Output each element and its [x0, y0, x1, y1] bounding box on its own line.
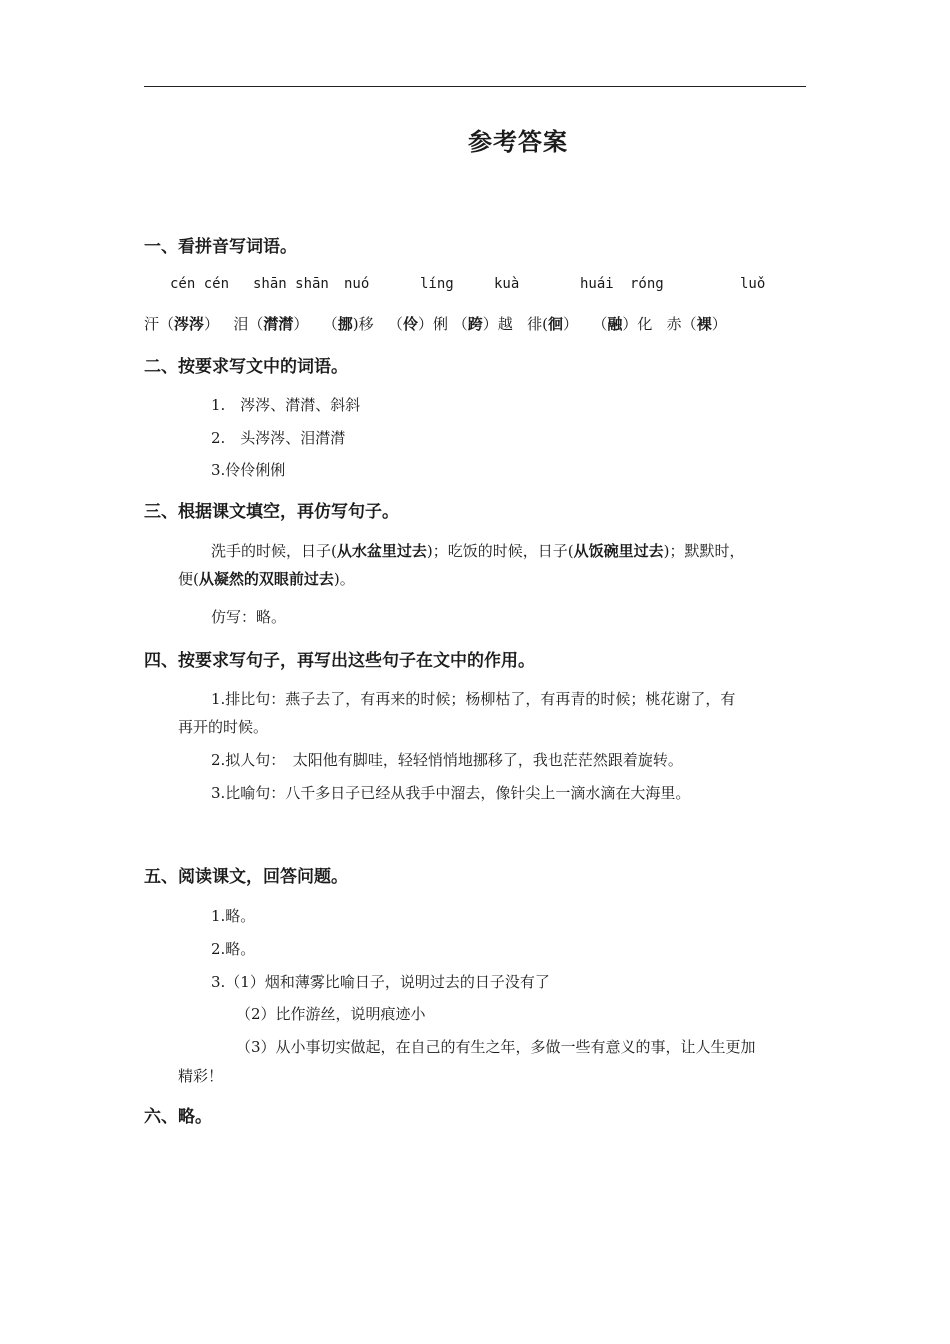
s5-item-3-sub-3-cont: 精彩！ — [178, 1067, 224, 1085]
word-3: （挪)移 — [322, 315, 374, 333]
s4-item-1a: 1.排比句：燕子去了，有再来的时候；杨柳枯了，有再青的时候；桃花谢了，有 — [211, 690, 736, 708]
word-2: 泪（潸潸） — [233, 315, 309, 333]
pinyin-1: cén cén — [170, 276, 230, 292]
section-3-heading: 三、根据课文填空，再仿写句子。 — [144, 502, 399, 522]
word-1: 汗（涔涔） — [144, 315, 220, 333]
page-title: 参考答案 — [468, 127, 568, 156]
word-4: （伶）俐 — [387, 315, 448, 333]
s3-para-line-1: 洗手的时候，日子(从水盆里过去)；吃饭的时候，日子(从饭碗里过去)；默默时， — [211, 542, 745, 560]
word-7: （融）化 — [592, 315, 653, 333]
s2-item-1: 1. 涔涔、潸潸、斜斜 — [211, 396, 361, 414]
section-2-heading: 二、按要求写文中的词语。 — [144, 357, 348, 377]
pinyin-3: nuó — [344, 276, 370, 292]
s5-item-1: 1.略。 — [211, 907, 256, 925]
s3-para-line-2: 便(从凝然的双眼前过去)。 — [178, 570, 355, 588]
section-1-heading: 一、看拼音写词语。 — [144, 237, 297, 257]
pinyin-2: shān shān — [253, 276, 329, 292]
s5-item-3-sub-2: （2）比作游丝，说明痕迹小 — [236, 1005, 426, 1023]
word-8: 赤（裸） — [666, 315, 727, 333]
section-6-heading: 六、略。 — [144, 1107, 212, 1127]
s5-item-3-sub-3: （3）从小事切实做起，在自己的有生之年，多做一些有意义的事，让人生更加 — [236, 1038, 756, 1056]
section-4-heading: 四、按要求写句子，再写出这些句子在文中的作用。 — [144, 651, 535, 671]
s4-item-3: 3.比喻句：八千多日子已经从我手中溜去，像针尖上一滴水滴在大海里。 — [211, 784, 691, 802]
s5-item-2: 2.略。 — [211, 940, 256, 958]
section-5-heading: 五、阅读课文，回答问题。 — [144, 867, 348, 887]
header-rule — [144, 86, 806, 87]
pinyin-7: róng — [630, 276, 664, 292]
s4-item-1b: 再开的时候。 — [178, 718, 269, 736]
s2-item-3: 3.伶伶俐俐 — [211, 461, 286, 479]
pinyin-4: líng — [420, 276, 454, 292]
pinyin-6: huái — [580, 276, 614, 292]
s2-item-2: 2. 头涔涔、泪潸潸 — [211, 429, 346, 447]
word-row — [144, 313, 727, 334]
word-5: （跨）越 — [452, 315, 513, 333]
s4-item-2: 2.拟人句： 太阳他有脚哇，轻轻悄悄地挪移了，我也茫茫然跟着旋转。 — [211, 751, 683, 769]
s5-item-3: 3.（1）烟和薄雾比喻日子，说明过去的日子没有了 — [211, 973, 550, 991]
word-6: 徘(徊） — [527, 315, 578, 333]
pinyin-5: kuà — [494, 276, 520, 292]
pinyin-8: luǒ — [740, 276, 766, 292]
s3-imitate: 仿写：略。 — [211, 608, 287, 626]
